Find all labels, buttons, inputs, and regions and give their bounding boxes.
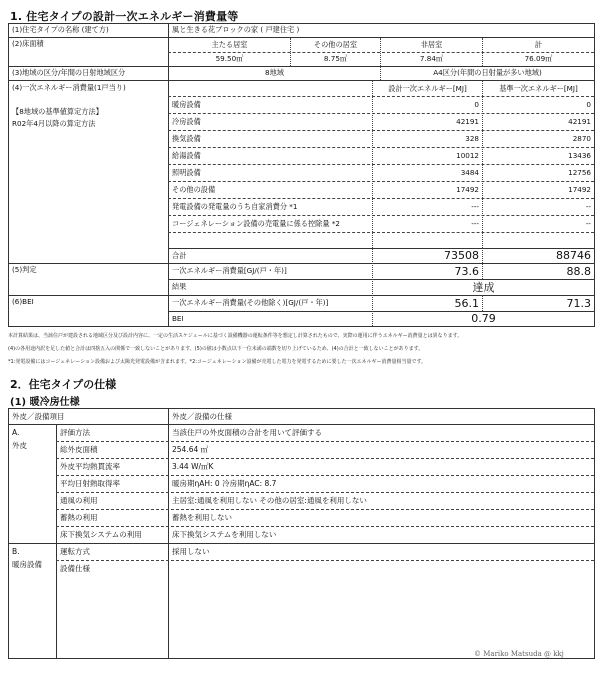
floor-area-value-non-living: 7.84㎡ <box>419 54 444 63</box>
bei-value: 0.79 <box>471 312 496 325</box>
dashed-divider <box>168 164 594 165</box>
dashed-divider <box>168 232 594 233</box>
table-border <box>8 326 595 327</box>
energy-item-name: 給湯設備 <box>172 151 201 160</box>
dashed-divider <box>168 198 594 199</box>
dashed-divider <box>56 475 594 476</box>
energy-item-name: その他の設備 <box>172 185 216 194</box>
spec-item-value: 暖房期ηAH: 0 冷房期ηAC: 8.7 <box>172 479 277 488</box>
result-value: 達成 <box>472 281 495 294</box>
energy-item-standard: -- <box>585 219 591 228</box>
energy-item-standard: 17492 <box>568 185 591 194</box>
design-energy-header: 設計一次エネルギー[MJ] <box>388 84 467 93</box>
spec-item-value: 床下換気システムを利用しない <box>172 530 277 539</box>
dashed-divider <box>168 96 594 97</box>
spec-item-value: 3.44 W/㎡K <box>172 462 214 471</box>
energy-item-standard: 42191 <box>568 117 591 126</box>
spec-item-value: 蓄熱を利用しない <box>172 513 232 522</box>
energy-item-design: --- <box>471 219 479 228</box>
total-design: 73508 <box>444 249 479 262</box>
note-footnotes: *1:発電設備にはコージェネレーション設備および太陽光発電設備が含まれます。*2:コージェネレーション設備が売電した電力を発電するために要した一次エネルギー消費量相当量です。 <box>8 359 427 365</box>
standard-energy-header: 基準一次エネルギー[MJ] <box>499 84 578 93</box>
table-border <box>594 23 595 327</box>
floor-area-header-other: その他の居室 <box>313 40 358 49</box>
spec-item-label: 床下換気システムの利用 <box>60 530 142 539</box>
spec-item-label: 運転方式 <box>60 547 90 556</box>
housing-type-label: (1)住宅タイプの名称 (建て方) <box>12 25 109 34</box>
spec-item-value: 主居室:通風を利用しない その他の居室:通風を利用しない <box>172 496 367 505</box>
judgement-label: (5)判定 <box>12 265 37 274</box>
energy-item-design: --- <box>471 202 479 211</box>
group-a-code: A. <box>12 428 20 437</box>
spec-item-label: 設備仕様 <box>60 564 90 573</box>
row-divider <box>8 424 595 425</box>
table-border <box>8 658 595 659</box>
spec-item-label: 平均日射熱取得率 <box>60 479 120 488</box>
group-a-name: 外皮 <box>12 441 27 450</box>
spec-item-value: 当該住戸の外皮面積の合計を用いて評価する <box>172 428 322 437</box>
result-label: 結果 <box>172 282 187 291</box>
spec-item-label: 総外皮面積 <box>60 445 98 454</box>
energy-item-name: 冷房設備 <box>172 117 201 126</box>
energy-item-name: 暖房設備 <box>172 100 201 109</box>
energy-item-name: 発電設備の発電量のうち自家消費分 *1 <box>172 202 298 211</box>
bei-standard: 71.3 <box>566 297 591 310</box>
bei-label: BEI <box>172 314 184 323</box>
bei-section-label: (6)BEI <box>12 297 34 306</box>
dashed-divider <box>168 147 594 148</box>
energy-item-standard: 0 <box>586 100 591 109</box>
dashed-divider <box>56 526 594 527</box>
energy-item-standard: 2870 <box>572 134 591 143</box>
judgement-standard: 88.8 <box>566 265 591 278</box>
floor-area-header-non-living: 非居室 <box>420 40 443 49</box>
energy-item-design: 328 <box>465 134 479 143</box>
table-border <box>8 408 595 409</box>
energy-item-design: 17492 <box>456 185 479 194</box>
solar-region-value: A4区分(年間の日射量が多い地域) <box>433 68 542 77</box>
dashed-divider <box>168 181 594 182</box>
note-rounding: (4)の各用途内訳を足した値と合計は四捨五入の関係で一致しないことがあります。(5)の値は小数点以下一位未満の端数を切り上げているため、(4)の合計と一致しないことがあります。 <box>8 346 424 352</box>
dashed-divider <box>56 458 594 459</box>
group-b-name: 暖房設備 <box>12 560 42 569</box>
dashed-divider <box>168 130 594 131</box>
energy-item-design: 42191 <box>456 117 479 126</box>
total-standard: 88746 <box>556 249 591 262</box>
spec-item-label: 評価方法 <box>60 428 90 437</box>
group-b-code: B. <box>12 547 20 556</box>
floor-area-value-main: 59.50㎡ <box>215 54 244 63</box>
spec-item-value: 採用しない <box>172 547 210 556</box>
section2-title: 2．住宅タイプの仕様 <box>10 378 117 391</box>
energy-consumption-label: (4)一次エネルギー消費量(1戸当り) <box>12 83 126 92</box>
row-divider <box>8 543 595 544</box>
floor-area-value-other: 8.75㎡ <box>323 54 348 63</box>
energy-item-design: 10012 <box>456 151 479 160</box>
total-label: 合計 <box>172 251 187 260</box>
dashed-divider <box>168 113 594 114</box>
region-value: 8地域 <box>265 68 284 77</box>
floor-area-value-total: 76.09㎡ <box>524 54 553 63</box>
bei-consumption-label: 一次エネルギー消費量(その他除く)[GJ/(戸・年)] <box>172 298 329 307</box>
section1-title: 1. 住宅タイプの設計一次エネルギー消費量等 <box>10 10 239 23</box>
spec-item-label: 蓄熱の利用 <box>60 513 98 522</box>
spec-item-label: 通風の利用 <box>60 496 98 505</box>
floor-area-header-total: 計 <box>534 40 543 49</box>
energy-item-standard: 12756 <box>568 168 591 177</box>
energy-item-name: コージェネレーション設備の売電量に係る控除量 *2 <box>172 219 341 228</box>
dashed-divider <box>56 492 594 493</box>
spec-header-spec: 外皮／設備の仕様 <box>172 412 232 421</box>
spec-item-label: 外皮平均熱貫流率 <box>60 462 120 471</box>
copyright-credit: © Mariko Matsuda @ kkj <box>474 650 564 658</box>
judgement-consumption-label: 一次エネルギー消費量[GJ/(戸・年)] <box>172 266 287 275</box>
dashed-divider <box>168 215 594 216</box>
table-border <box>594 408 595 659</box>
spec-item-value: 254.64 ㎡ <box>172 445 209 454</box>
dashed-divider <box>56 509 594 510</box>
floor-area-label: (2)床面積 <box>12 39 44 48</box>
method-title: 【8地域の基準値算定方法】 <box>12 107 103 116</box>
bei-design: 56.1 <box>454 297 479 310</box>
note-calculation: 本計算結果は、当該住戸が建設される地域区分及び設計内容に、一定の生活スケジュールに基づく設備機器の運転条件等を想定し計算されたもので、実際の運用に伴うエネルギー消費量とは異なります。 <box>8 333 463 339</box>
section2-subtitle: (1) 暖冷房仕様 <box>10 397 80 408</box>
floor-area-header-main: 主たる居室 <box>211 40 248 49</box>
energy-item-design: 0 <box>474 100 479 109</box>
row-divider <box>8 80 595 81</box>
method-value: R02年4月以降の算定方法 <box>12 119 96 128</box>
dashed-divider <box>56 560 594 561</box>
energy-item-design: 3484 <box>460 168 479 177</box>
energy-item-name: 照明設備 <box>172 168 201 177</box>
energy-item-name: 換気設備 <box>172 134 201 143</box>
judgement-design: 73.6 <box>454 265 479 278</box>
energy-item-standard: 13436 <box>568 151 591 160</box>
dashed-divider <box>56 441 594 442</box>
housing-type-value: 風と生きる花ブロックの家 ( 戸建住宅 ) <box>172 25 300 34</box>
energy-item-standard: -- <box>585 202 591 211</box>
spec-header-item: 外皮／設備項目 <box>12 412 65 421</box>
region-label: (3)地域の区分/年間の日射地域区分 <box>12 68 126 77</box>
